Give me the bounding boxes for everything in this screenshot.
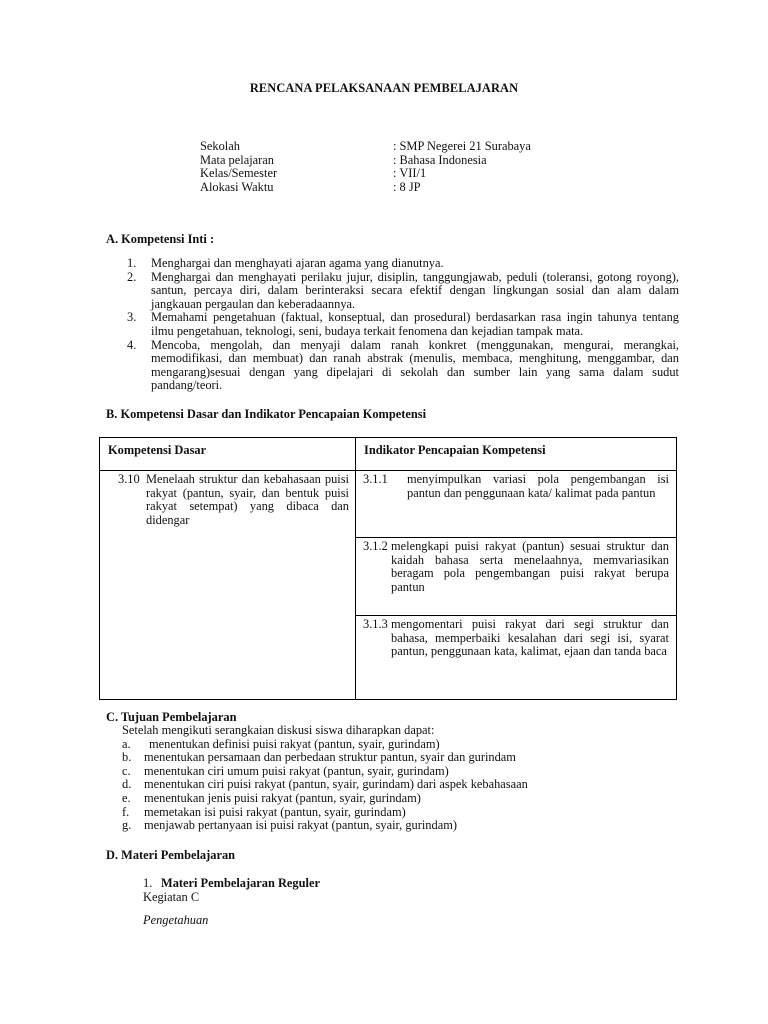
- identity-row-class: [200, 167, 620, 181]
- list-item: [122, 778, 622, 792]
- list-letter: f.: [122, 804, 130, 819]
- materi-number: 1.: [143, 876, 153, 890]
- identity-label: Kelas/Semester: [200, 166, 278, 181]
- identity-row-time: [200, 181, 620, 195]
- pengetahuan-label: Pengetahuan: [143, 913, 209, 928]
- list-text: Menghargai dan menghayati perilaku jujur, disiplin, tanggungjawab, peduli (toleransi, gotong royong), santun, percaya diri, dalam berinteraksi secara efektif dengan lingkungan sosial dan alam dalam jangkauan pergaulan dan keberadaannya.: [151, 269, 679, 311]
- list-letter: b.: [122, 750, 132, 765]
- list-text: menentukan ciri puisi rakyat (pantun, syair, gurindam) dari aspek kebahasaan: [144, 777, 528, 792]
- list-item: [122, 792, 622, 806]
- objectives-intro: Setelah mengikuti serangkaian diskusi siswa diharapkan dapat:: [122, 723, 435, 737]
- identity-block: [200, 140, 620, 194]
- list-text: Mencoba, mengolah, dan menyaji dalam ranah konkret (menggunakan, mengurai, merangkai, memodifikasi, dan membuat) dan ranah abstrak (menulis, membaca, menghitung, menggambar, dan mengarang)sesuai dengan yang dipelajari di sekolah dan sumber lain yang sama dalam sudut pandang/teori.: [151, 337, 679, 393]
- list-item: [122, 806, 622, 820]
- list-item: [122, 738, 622, 752]
- list-item: [122, 751, 622, 765]
- section-b-heading: B. Kompetensi Dasar dan Indikator Pencapaian Kompetensi: [106, 407, 427, 421]
- identity-value: : Bahasa Indonesia: [393, 152, 487, 167]
- list-text: menentukan persamaan dan perbedaan struktur pantun, syair dan gurindam: [144, 750, 516, 765]
- document-title: RENCANA PELAKSANAAN PEMBELAJARAN: [249, 81, 519, 95]
- kd-cell: [100, 471, 356, 700]
- indicator-number: 3.1.2: [363, 539, 388, 553]
- learning-objectives: [122, 724, 622, 833]
- list-number: 3.: [127, 310, 137, 325]
- list-letter: g.: [122, 818, 132, 833]
- list-letter: c.: [122, 763, 131, 778]
- identity-value: : SMP Negerei 21 Surabaya: [393, 139, 531, 153]
- identity-row-school: [200, 140, 620, 154]
- table-header-ipk: Indikator Pencapaian Kompetensi: [356, 438, 677, 471]
- indicator-cell: [356, 616, 677, 700]
- list-letter: e.: [122, 790, 131, 805]
- list-number: 2.: [127, 269, 137, 284]
- indicator-text: melengkapi puisi rakyat (pantun) sesuai struktur dan kaidah bahasa serta menelaahnya, memvariasikan beragam pola pengembangan puisi rakyat berupa pantun: [391, 539, 669, 594]
- section-c-heading: C. Tujuan Pembelajaran: [106, 710, 237, 724]
- kd-number: 3.10: [118, 472, 140, 486]
- identity-label: Mata pelajaran: [200, 152, 274, 167]
- indicator-number: 3.1.3: [363, 617, 388, 631]
- identity-row-subject: [200, 154, 620, 168]
- kegiatan-label: Kegiatan C: [143, 889, 200, 904]
- list-letter: d.: [122, 777, 132, 792]
- kompetensi-inti-list: [127, 257, 679, 393]
- list-text: menentukan definisi puisi rakyat (pantun, syair, gurindam): [149, 736, 440, 751]
- list-item: [127, 339, 679, 393]
- list-item: [122, 819, 622, 833]
- materi-title: Materi Pembelajaran Reguler: [161, 876, 320, 890]
- list-text: menjawab pertanyaan isi puisi rakyat (pantun, syair, gurindam): [144, 818, 457, 833]
- materi-block: [143, 877, 320, 928]
- list-number: 4.: [127, 337, 137, 352]
- list-item: [127, 271, 679, 312]
- identity-value: : 8 JP: [393, 179, 421, 194]
- list-text: menentukan ciri umum puisi rakyat (pantun, syair, gurindam): [144, 763, 449, 778]
- list-number: 1.: [127, 256, 137, 270]
- list-text: Memahami pengetahuan (faktual, konseptual, dan prosedural) berdasarkan rasa ingin tahunya tentang ilmu pengetahuan, teknologi, seni, budaya terkait fenomena dan kejadian tampak mata.: [151, 310, 679, 338]
- indicator-cell: [356, 471, 677, 538]
- list-item: [122, 765, 622, 779]
- list-text: Menghargai dan menghayati ajaran agama yang dianutnya.: [151, 256, 444, 270]
- kd-text: Menelaah struktur dan kebahasaan puisi rakyat (pantun, syair, dan bentuk puisi rakyat setempat) yang dibaca dan didengar: [146, 472, 349, 527]
- section-a-heading: A. Kompetensi Inti :: [106, 232, 215, 246]
- list-text: memetakan isi puisi rakyat (pantun, syair, gurindam): [144, 804, 406, 819]
- identity-label: Sekolah: [200, 139, 240, 153]
- identity-label: Alokasi Waktu: [200, 179, 274, 194]
- section-d-heading: D. Materi Pembelajaran: [106, 848, 236, 862]
- indicator-text: menyimpulkan variasi pola pengembangan isi pantun dan penggunaan kata/ kalimat pada pantun: [407, 472, 669, 500]
- list-item: [127, 257, 679, 271]
- list-letter: a.: [122, 736, 131, 751]
- list-text: menentukan jenis puisi rakyat (pantun, syair, gurindam): [144, 790, 421, 805]
- table-header-kd: Kompetensi Dasar: [100, 438, 356, 471]
- materi-subheading: [143, 877, 320, 891]
- indicator-number: 3.1.1: [363, 472, 388, 486]
- competency-table: [99, 437, 677, 700]
- table-row: [100, 471, 677, 538]
- identity-value: : VII/1: [393, 166, 427, 181]
- indicator-text: mengomentari puisi rakyat dari segi struktur dan bahasa, memperbaiki kesalahan dari segi isi, syarat pantun, penggunaan kata, kalimat, ejaan dan tanda baca: [391, 617, 669, 659]
- indicator-cell: [356, 538, 677, 616]
- list-item: [127, 311, 679, 338]
- table-header-row: [100, 438, 677, 471]
